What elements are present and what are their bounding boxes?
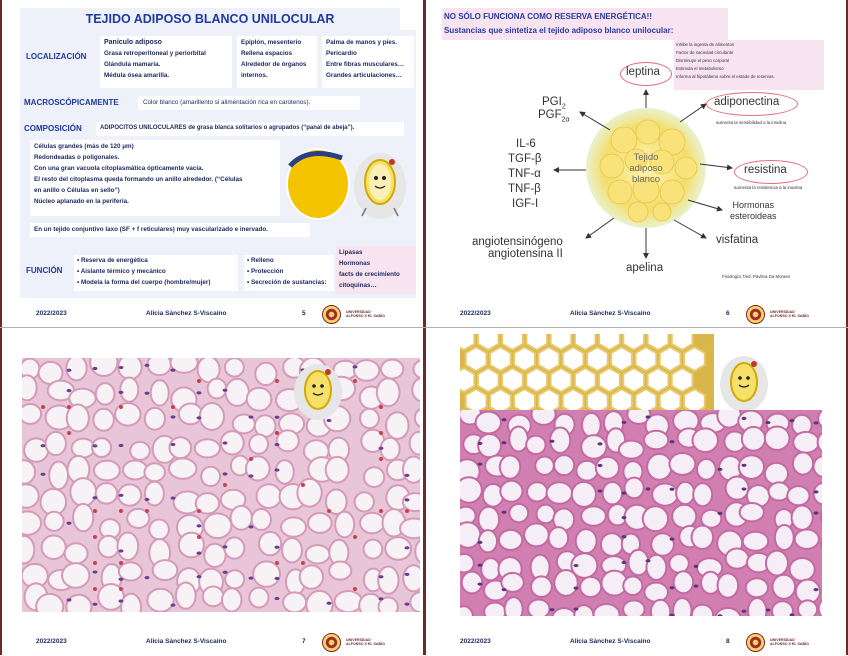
page-number: 7 xyxy=(302,638,306,645)
title-line-1: NO SÓLO FUNCIONA COMO RESERVA ENERGÉTICA!! xyxy=(444,12,653,21)
secrecion-item: Hormonas xyxy=(339,260,371,267)
slide-5[interactable] xyxy=(0,0,424,328)
funcion-box-2 xyxy=(244,255,334,291)
loc-item: Palma de manos y pies. xyxy=(326,39,398,46)
footer-year: 2022/2023 xyxy=(36,310,67,317)
func-item: • Relleno xyxy=(247,257,274,264)
university-name: UNIVERSIDAD ALFONSO X EL SABIO xyxy=(346,638,385,647)
adipocyte-mascot xyxy=(718,350,770,414)
comp-line: en anillo o Células en sello”) xyxy=(34,187,120,194)
loc-item: Rellena espacios xyxy=(241,50,293,57)
leptina-notes-box xyxy=(674,40,824,90)
source-credit: Fisiología 7/ed. Pavlina Da Moraes xyxy=(722,274,791,279)
composicion-text: ADIPOCITOS UNILOCULARES de grasa blanca solitarios o agrupados (“panal de abeja”). xyxy=(100,125,355,131)
slide-footer xyxy=(0,302,424,328)
page-number: 5 xyxy=(302,310,306,317)
comp-line: Células grandes (más de 120 μm) xyxy=(34,143,134,150)
university-seal-icon xyxy=(746,633,765,652)
loc-item: Panículo adiposo xyxy=(104,39,162,46)
angiotensin-label: angiotensinógeno angiotensina II xyxy=(472,236,563,260)
loc-item: Glándula mamaria. xyxy=(104,61,161,68)
leptina-note: Estimula el metabolismo xyxy=(676,66,724,71)
title-line-2: Sustancias que sintetiza el tejido adiposo blanco unilocular: xyxy=(444,26,674,35)
page-number: 8 xyxy=(726,638,730,645)
macro-box xyxy=(138,96,360,110)
secrecion-item: citoquinas… xyxy=(339,282,377,289)
func-item: • Protección xyxy=(247,268,284,275)
center-label: Tejido adiposo blanco xyxy=(629,152,663,185)
slide-8[interactable] xyxy=(424,328,848,656)
igf-label: IGF-I xyxy=(512,198,539,210)
footer-year: 2022/2023 xyxy=(36,638,67,645)
footer-author: Alicia Sánchez S-Viscaíno xyxy=(146,310,227,317)
university-seal-icon xyxy=(322,305,341,324)
funcion-label: FUNCIÓN xyxy=(26,266,63,275)
resistina-note: aumenta la resistencia a la insulina xyxy=(734,185,803,190)
loc-item: Pericardio xyxy=(326,50,357,57)
loc-item: Epiplón, mesenterio xyxy=(241,39,302,46)
leptina-note: Inhibe la ingesta de alimentos xyxy=(676,42,735,47)
secrecion-item: Lipasas xyxy=(339,249,363,256)
loc-item: Médula ósea amarilla. xyxy=(104,72,170,79)
secreciones-box xyxy=(336,246,416,294)
localizacion-box-2 xyxy=(237,36,317,88)
loc-item: internos. xyxy=(241,72,268,79)
footer-year: 2022/2023 xyxy=(460,310,491,317)
localizacion-box-3 xyxy=(322,36,414,88)
composicion-detail-box xyxy=(30,140,280,216)
composicion-label: COMPOSICIÓN xyxy=(24,124,82,133)
macro-text: Color blanco (amarillento si alimentación rica en carotenos). xyxy=(143,99,311,106)
tgfb-label: TGF-β xyxy=(508,153,542,165)
slide-footer xyxy=(0,630,424,656)
footer-year: 2022/2023 xyxy=(460,638,491,645)
loc-item: Grandes articulaciones… xyxy=(326,72,402,79)
adipocyte-mascot xyxy=(292,358,344,422)
adiponectina-note: aumenta la sensibilidad a la insulina xyxy=(716,120,787,125)
pgf2a-label: $PGF_{2\alpha}$ xyxy=(538,109,570,124)
footer-author: Alicia Sánchez S-Viscaíno xyxy=(146,638,227,645)
funcion-box-1 xyxy=(74,255,238,291)
func-item: • Reserva de energética xyxy=(77,257,148,264)
secrecion-item: facts de crecimiento xyxy=(339,271,400,278)
leptina-note: Disminuye el peso corporal xyxy=(676,58,729,63)
loc-item: Grasa retroperitoneal y periorbital xyxy=(104,50,206,57)
localizacion-box-1 xyxy=(100,36,232,88)
apelina-label: apelina xyxy=(626,262,664,274)
loc-item: Alrededor de órganos xyxy=(241,61,307,68)
leptina-note: Factor de saciedad circulante xyxy=(676,50,734,55)
adipocyte-mascot xyxy=(352,142,408,222)
slide-6[interactable] xyxy=(424,0,848,328)
visfatina-label: visfatina xyxy=(716,234,759,246)
func-item: • Modela la forma del cuerpo (hombre/mujer) xyxy=(77,279,211,286)
university-seal-icon xyxy=(322,633,341,652)
localizacion-label: LOCALIZACIÓN xyxy=(26,52,87,61)
comp-line: Con una gran vacuola citoplasmática ópticamente vacía. xyxy=(34,165,204,172)
tnfb-label: TNF-β xyxy=(508,183,541,195)
func-item: • Secreción de sustancias: xyxy=(247,279,327,286)
adipocyte-illustration xyxy=(282,140,354,220)
comp-line: Núcleo aplanado en la periferia. xyxy=(34,198,129,205)
func-item: • Aislante térmico y mecánico xyxy=(77,268,166,275)
hormonas-esteroideas-label: Hormonas esteroideas xyxy=(730,200,777,221)
loc-item: Entre fibras musculares… xyxy=(326,61,405,68)
university-seal-icon xyxy=(746,305,765,324)
resistina-label: resistina xyxy=(744,164,787,176)
university-name: UNIVERSIDAD ALFONSO X EL SABIO xyxy=(770,638,809,647)
tnfa-label: TNF-α xyxy=(508,168,541,180)
slide-footer xyxy=(424,302,848,328)
comp-line: Redondeadas o poligonales. xyxy=(34,154,120,161)
slide-footer xyxy=(424,630,848,656)
honeycomb-illustration xyxy=(460,334,714,410)
composicion-box xyxy=(96,122,404,136)
university-name: UNIVERSIDAD ALFONSO X EL SABIO xyxy=(346,310,385,319)
footer-author: Alicia Sánchez S-Viscaíno xyxy=(570,310,651,317)
page-number: 6 xyxy=(726,310,730,317)
adiponectina-label: adiponectina xyxy=(714,96,780,108)
leptina-note: Informa al hipotálamo sobre el estado de reservas. xyxy=(676,74,775,79)
slide-7[interactable] xyxy=(0,328,424,656)
comp-bottom-text: En un tejido conjuntivo laxo (SF + f reticulares) muy vascularizado e inervado. xyxy=(34,226,268,233)
il6-label: IL-6 xyxy=(516,138,536,150)
leptina-label: leptina xyxy=(626,66,660,78)
university-name: UNIVERSIDAD ALFONSO X EL SABIO xyxy=(770,310,809,319)
pgi2-label: $PGI_2$ xyxy=(542,96,566,111)
histology-micrograph xyxy=(460,410,822,616)
macro-label: MACROSCÓPICAMENTE xyxy=(24,98,119,107)
row-divider xyxy=(0,327,848,328)
footer-author: Alicia Sánchez S-Viscaíno xyxy=(570,638,651,645)
composicion-bottom-box xyxy=(30,223,310,237)
histology-micrograph xyxy=(22,358,420,612)
slide-title: TEJIDO ADIPOSO BLANCO UNILOCULAR xyxy=(20,8,400,30)
comp-line: El resto del citoplasma queda formando un anillo alrededor. (“Células xyxy=(34,176,243,183)
